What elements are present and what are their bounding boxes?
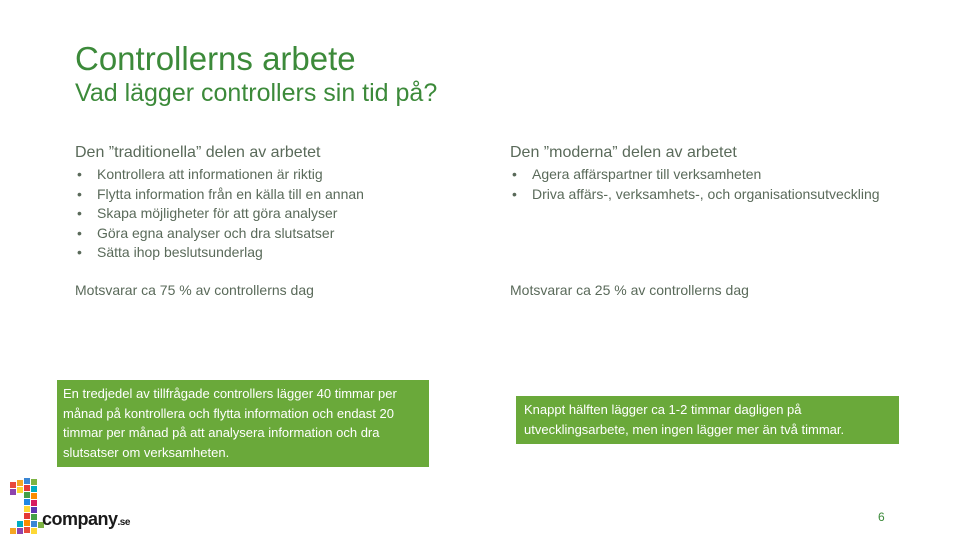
bullet-item: • Skapa möjligheter för att göra analyser [97, 204, 455, 224]
slide-title: Controllerns arbete [75, 40, 356, 77]
logo-tld: .se [117, 517, 130, 528]
page-number: 6 [878, 510, 885, 524]
bullet-item: • Kontrollera att informationen är riktig [97, 165, 455, 185]
modern-summary: Motsvarar ca 25 % av controllerns dag [510, 282, 749, 298]
bullet-item: • Agera affärspartner till verksamheten [532, 165, 930, 185]
traditional-summary: Motsvarar ca 75 % av controllerns dag [75, 282, 314, 298]
modern-bullet-list [510, 165, 930, 204]
bullet-item: • Driva affärs-, verksamhets-, och organisationsutveckling [532, 185, 930, 205]
slide-subtitle: Vad lägger controllers sin tid på? [75, 79, 438, 107]
modern-column [510, 143, 930, 204]
traditional-column [75, 143, 455, 263]
logo-wordmark [42, 509, 130, 530]
bullet-item: • Göra egna analyser och dra slutsatser [97, 224, 455, 244]
traditional-heading: Den ”traditionella” delen av arbetet [75, 144, 321, 161]
bullet-item: • Flytta information från en källa till en annan [97, 185, 455, 205]
modern-callout: Knappt hälften lägger ca 1-2 timmar dagligen på utvecklingsarbete, men ingen lägger mer än två timmar. [516, 396, 899, 444]
company-logo [8, 478, 143, 535]
logo-word: company [42, 509, 118, 529]
modern-heading: Den ”moderna” delen av arbetet [510, 144, 737, 161]
traditional-callout: En tredjedel av tillfrågade controllers lägger 40 timmar per månad på kontrollera och flytta information och endast 20 timmar per månad på att analysera information och dra slutsatser om verksamheten. [57, 380, 429, 467]
traditional-bullet-list [75, 165, 455, 263]
bullet-item: • Sätta ihop beslutsunderlag [97, 243, 455, 263]
